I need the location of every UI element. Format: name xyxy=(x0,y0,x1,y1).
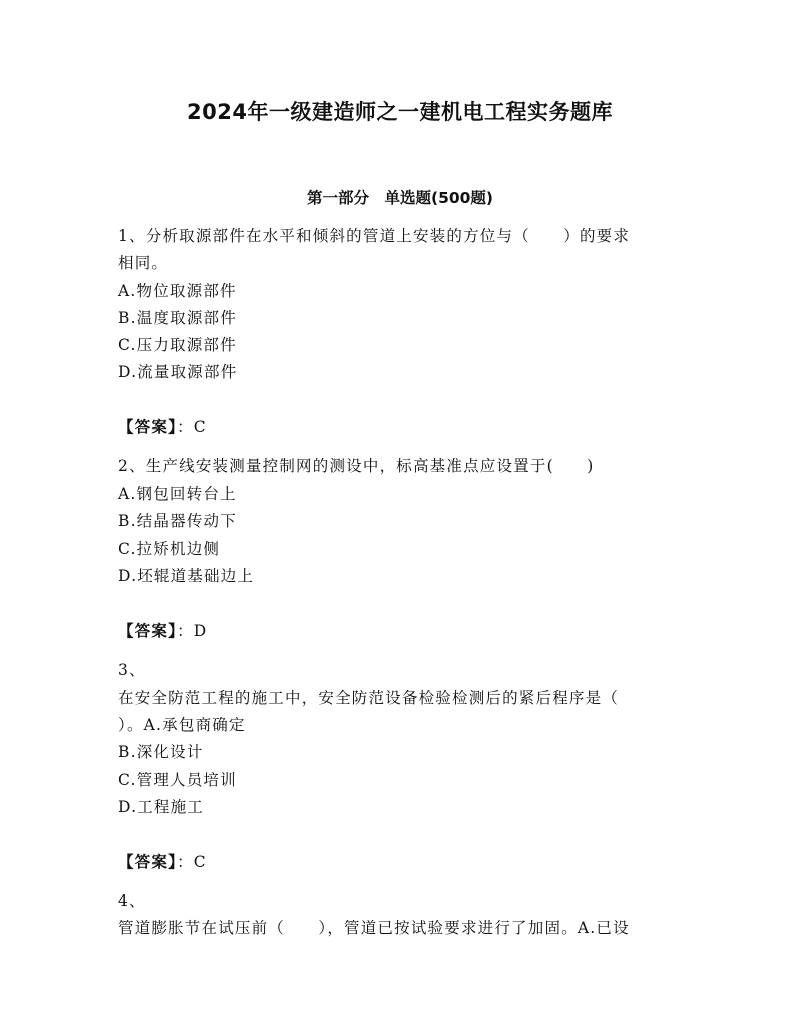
question-4-stem-line-2: 管道膨胀节在试压前（ ），管道已按试验要求进行了加固。A.已设 xyxy=(118,919,630,937)
question-3-answer xyxy=(118,852,207,872)
answer-label: 【答案】 xyxy=(118,622,178,640)
question-2-option-b: B.结晶器传动下 xyxy=(118,512,237,530)
answer-label: 【答案】 xyxy=(118,853,178,871)
question-4-stem-line-1: 4、 xyxy=(118,892,146,910)
question-3-stem-line-2: 在安全防范工程的施工中，安全防范设备检验检测后的紧后程序是（ xyxy=(118,689,620,707)
question-1-option-d: D.流量取源部件 xyxy=(118,363,238,381)
question-1-option-b: B.温度取源部件 xyxy=(118,309,237,327)
answer-value: ：C xyxy=(177,418,207,436)
question-3-option-d: D.工程施工 xyxy=(118,798,205,816)
question-1-option-c: C.压力取源部件 xyxy=(118,336,237,354)
question-2-answer xyxy=(118,621,207,641)
question-2-option-a: A.钢包回转台上 xyxy=(118,485,237,503)
question-2-option-c: C.拉矫机边侧 xyxy=(118,540,221,558)
question-2-option-d: D.坯辊道基础边上 xyxy=(118,567,255,585)
question-1-answer xyxy=(118,417,207,437)
question-3-stem-line-3: ）。A.承包商确定 xyxy=(118,716,246,734)
question-3-option-b: B.深化设计 xyxy=(118,743,204,761)
question-3-stem-line-1: 3、 xyxy=(118,661,146,679)
question-1-stem-line-1: 1、分析取源部件在水平和倾斜的管道上安装的方位与（ ）的要求 xyxy=(118,227,631,245)
answer-value: ：D xyxy=(177,622,208,640)
question-1-stem-line-2: 相同。 xyxy=(118,254,169,272)
document-title: 2024年一级建造师之一建机电工程实务题库 xyxy=(187,100,613,124)
section-title: 第一部分 单选题(500题) xyxy=(306,189,494,207)
answer-label: 【答案】 xyxy=(118,418,178,436)
question-2-stem-line-1: 2、生产线安装测量控制网的测设中，标高基准点应设置于( ) xyxy=(118,457,595,475)
answer-value: ：C xyxy=(177,853,207,871)
question-3-option-c: C.管理人员培训 xyxy=(118,771,237,789)
question-1-option-a: A.物位取源部件 xyxy=(118,282,237,300)
